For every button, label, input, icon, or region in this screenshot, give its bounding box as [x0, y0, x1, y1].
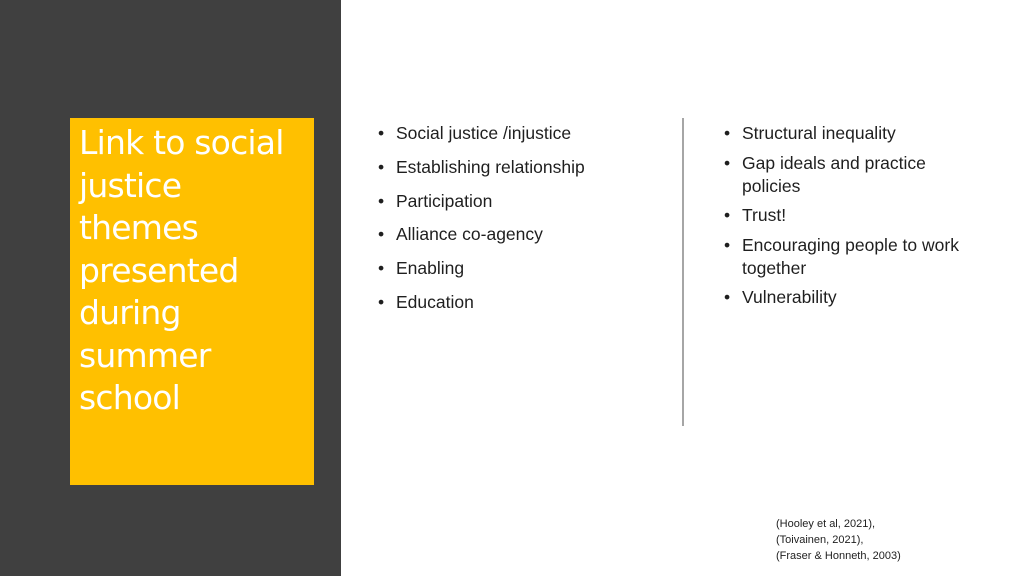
- reference-line: (Hooley et al, 2021),: [776, 518, 876, 530]
- list-item: • Encouraging people to work together: [720, 234, 960, 280]
- slide-title: Link to social justice themes presented during summer school: [79, 123, 284, 417]
- list-item: • Enabling: [374, 257, 664, 279]
- list-item: • Trust!: [720, 204, 960, 227]
- column-divider: [682, 118, 684, 426]
- list-item: • Establishing relationship: [374, 156, 664, 178]
- title-box: [70, 118, 314, 485]
- list-item: • Vulnerability: [720, 286, 960, 309]
- reference-line: (Fraser & Honneth, 2003): [776, 550, 901, 562]
- reference-line: (Toivainen, 2021),: [776, 534, 864, 546]
- list-item: • Gap ideals and practice policies: [720, 152, 960, 198]
- list-item: • Alliance co-agency: [374, 223, 664, 245]
- list-item: • Structural inequality: [720, 122, 960, 145]
- list-item: • Social justice /injustice: [374, 122, 664, 144]
- themes-list-left: [374, 122, 664, 325]
- list-item: • Education: [374, 291, 664, 313]
- references: [776, 516, 901, 564]
- list-item: • Participation: [374, 190, 664, 212]
- themes-list-right: [720, 122, 960, 316]
